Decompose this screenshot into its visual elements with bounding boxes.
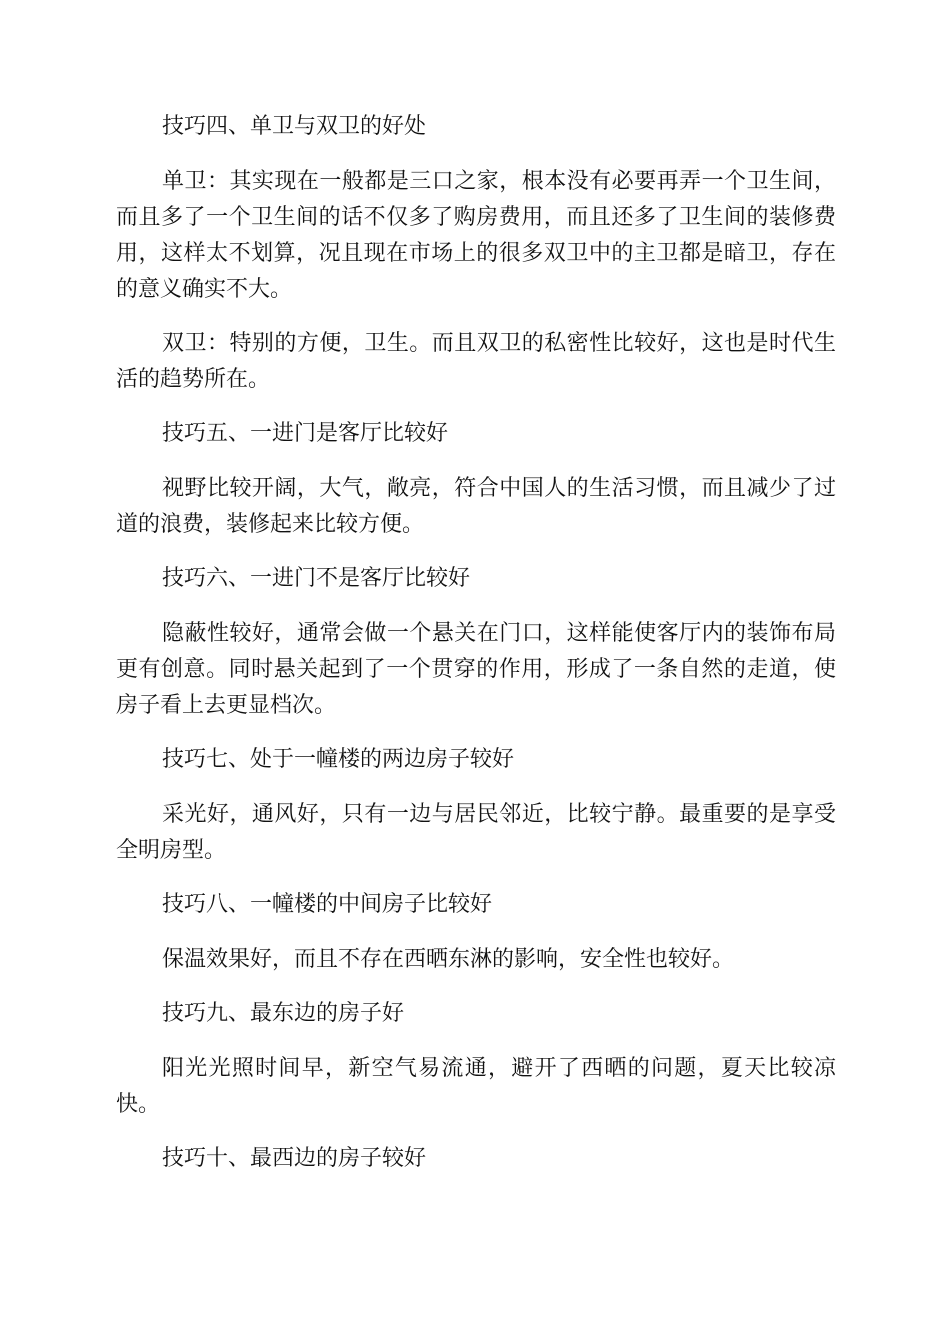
section-heading-7: 技巧七、处于一幢楼的两边房子较好 (162, 747, 515, 772)
document-body (116, 109, 836, 1196)
section-heading-6: 技巧六、一进门不是客厅比较好 (162, 566, 471, 591)
paragraph-no-living-room-entrance: 隐蔽性较好，通常会做一个悬关在门口，这样能使客厅内的装饰布局更有创意。同时悬关起到了一个贯穿的作用，形成了一条自然的走道，使房子看上去更显档次。 (116, 621, 836, 718)
paragraph-building-sides: 采光好，通风好，只有一边与居民邻近，比较宁静。最重要的是享受全明房型。 (116, 802, 836, 863)
section-heading-9: 技巧九、最东边的房子好 (162, 1001, 405, 1026)
section-heading-4: 技巧四、单卫与双卫的好处 (162, 114, 427, 139)
paragraph-living-room-entrance: 视野比较开阔，大气，敞亮，符合中国人的生活习惯，而且减少了过道的浪费，装修起来比较方便。 (116, 476, 836, 537)
section-heading-10: 技巧十、最西边的房子较好 (162, 1146, 427, 1171)
paragraph-single-bathroom: 单卫：其实现在一般都是三口之家，根本没有必要再弄一个卫生间，而且多了一个卫生间的话不仅多了购房费用，而且还多了卫生间的装修费用，这样太不划算，况且现在市场上的很多双卫中的主卫都是暗卫，存在的意义确实不大。 (116, 169, 836, 302)
section-heading-5: 技巧五、一进门是客厅比较好 (162, 421, 449, 446)
section-heading-8: 技巧八、一幢楼的中间房子比较好 (162, 892, 493, 917)
paragraph-double-bathroom: 双卫：特别的方便，卫生。而且双卫的私密性比较好，这也是时代生活的趋势所在。 (116, 331, 836, 392)
paragraph-east-side: 阳光光照时间早，新空气易流通，避开了西晒的问题，夏天比较凉快。 (116, 1056, 836, 1117)
paragraph-building-middle: 保温效果好，而且不存在西晒东淋的影响，安全性也较好。 (162, 947, 735, 972)
